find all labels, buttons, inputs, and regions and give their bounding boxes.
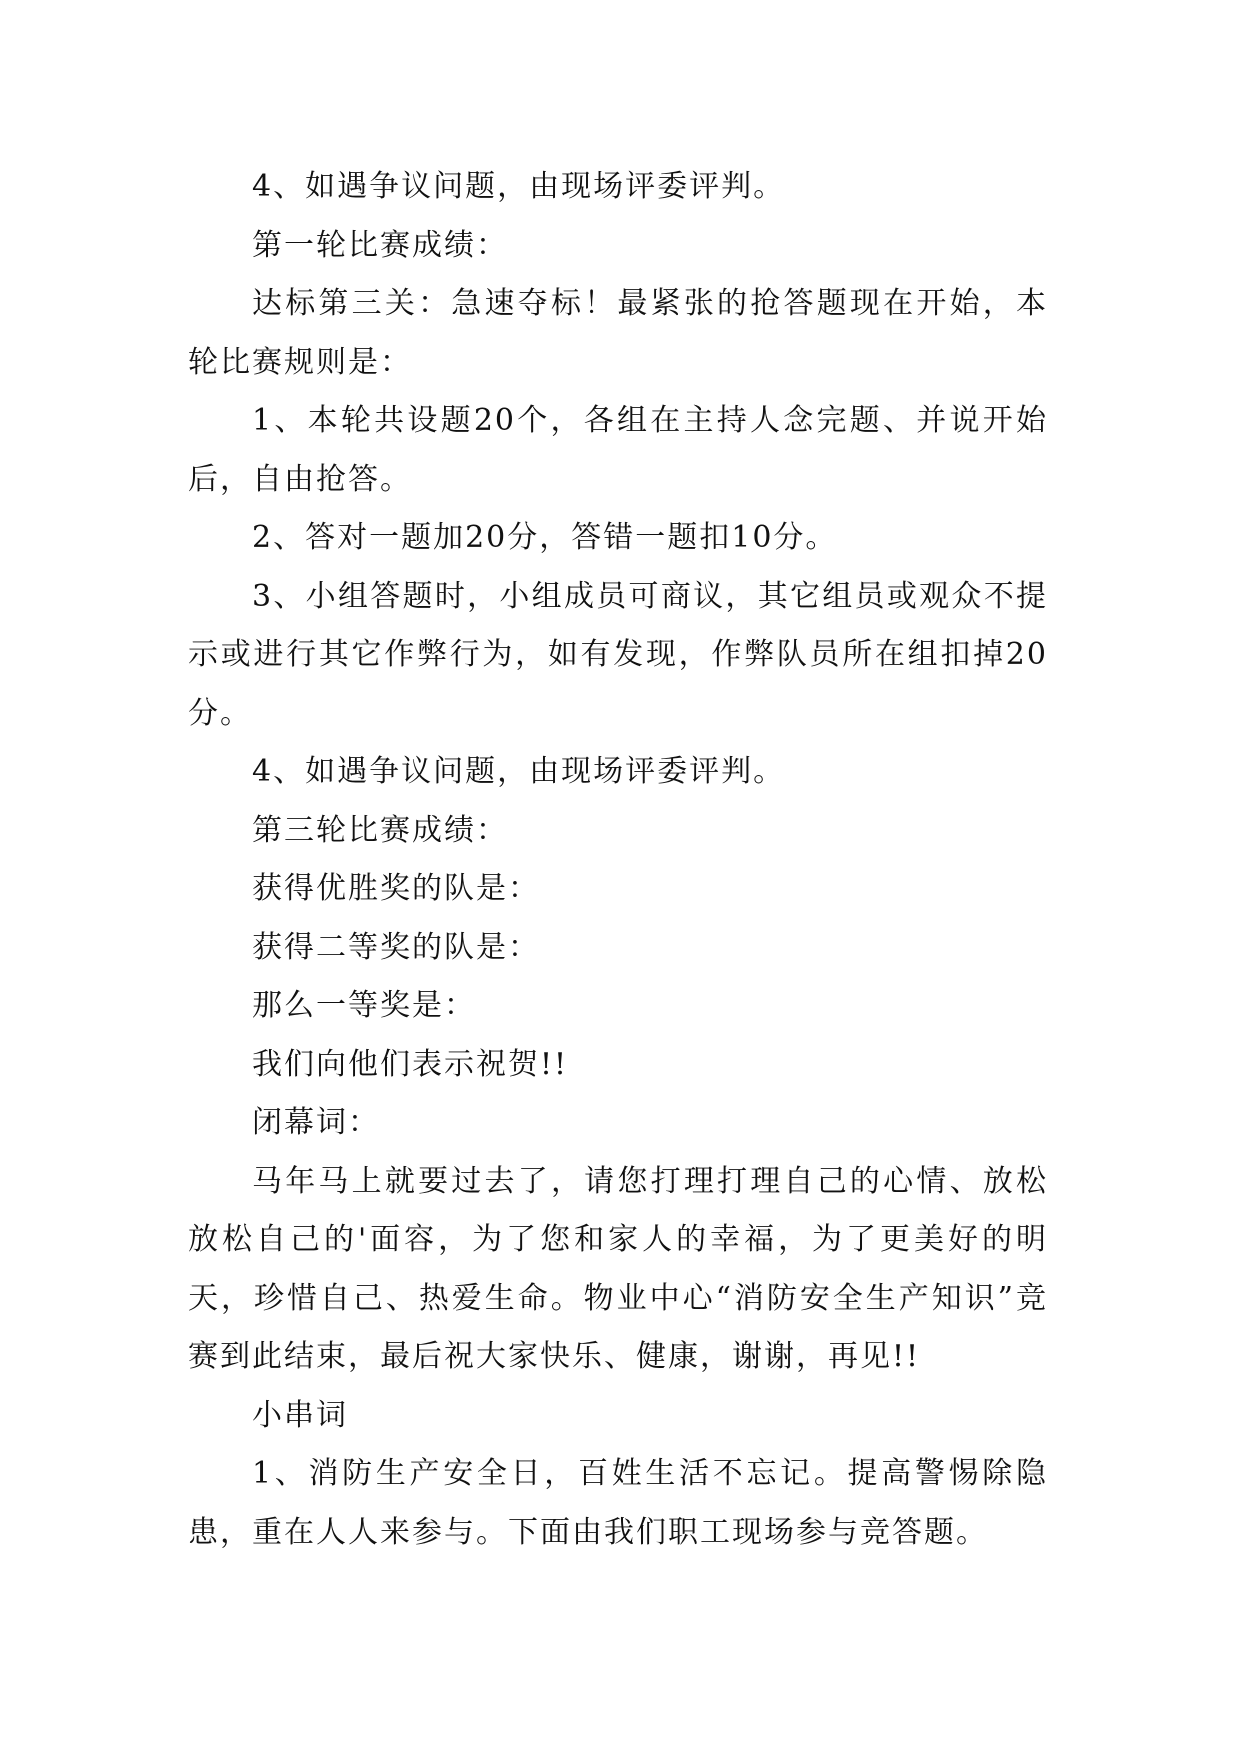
transition-words-heading: 小串词 bbox=[252, 1397, 348, 1433]
closing-speech-paragraph: 马年马上就要过去了，请您打理打理自己的心情、放松放松自己的'面容，为了您和家人的幸福，为了更美好的明天，珍惜自己、热爱生命。物业中心“消防安全生产知识”竞赛到此结束，最后祝大家快乐、健康，谢谢，再见!! bbox=[188, 1163, 1048, 1374]
document-body bbox=[188, 158, 1048, 1562]
first-prize-line: 那么一等奖是： bbox=[252, 988, 476, 1023]
excellence-award-line: 获得优胜奖的队是： bbox=[252, 871, 540, 906]
closing-speech-heading: 闭幕词： bbox=[252, 1105, 380, 1140]
congratulations-line: 我们向他们表示祝贺!! bbox=[252, 1046, 569, 1082]
round-1-results-heading: 第一轮比赛成绩： bbox=[252, 227, 508, 263]
rule-3-paragraph: 3、小组答题时，小组成员可商议，其它组员或观众不提示或进行其它作弊行为，如有发现，作弊队员所在组扣掉20分。 bbox=[188, 578, 1048, 731]
second-prize-line: 获得二等奖的队是： bbox=[252, 929, 540, 965]
stage-3-intro-paragraph: 达标第三关：急速夺标！最紧张的抢答题现在开始，本轮比赛规则是： bbox=[188, 286, 1048, 380]
rule-4-paragraph-repeat: 4、如遇争议问题，由现场评委评判。 bbox=[252, 754, 786, 789]
rule-1-paragraph: 1、本轮共设题20个，各组在主持人念完题、并说开始后，自由抢答。 bbox=[188, 403, 1048, 497]
rule-4-paragraph: 4、如遇争议问题，由现场评委评判。 bbox=[252, 169, 786, 204]
transition-item-1-paragraph: 1、消防生产安全日，百姓生活不忘记。提高警惕除隐患，重在人人来参与。下面由我们职工现场参与竞答题。 bbox=[188, 1456, 1048, 1550]
round-3-results-heading: 第三轮比赛成绩： bbox=[252, 812, 508, 848]
rule-2-paragraph: 2、答对一题加20分，答错一题扣10分。 bbox=[252, 520, 838, 555]
